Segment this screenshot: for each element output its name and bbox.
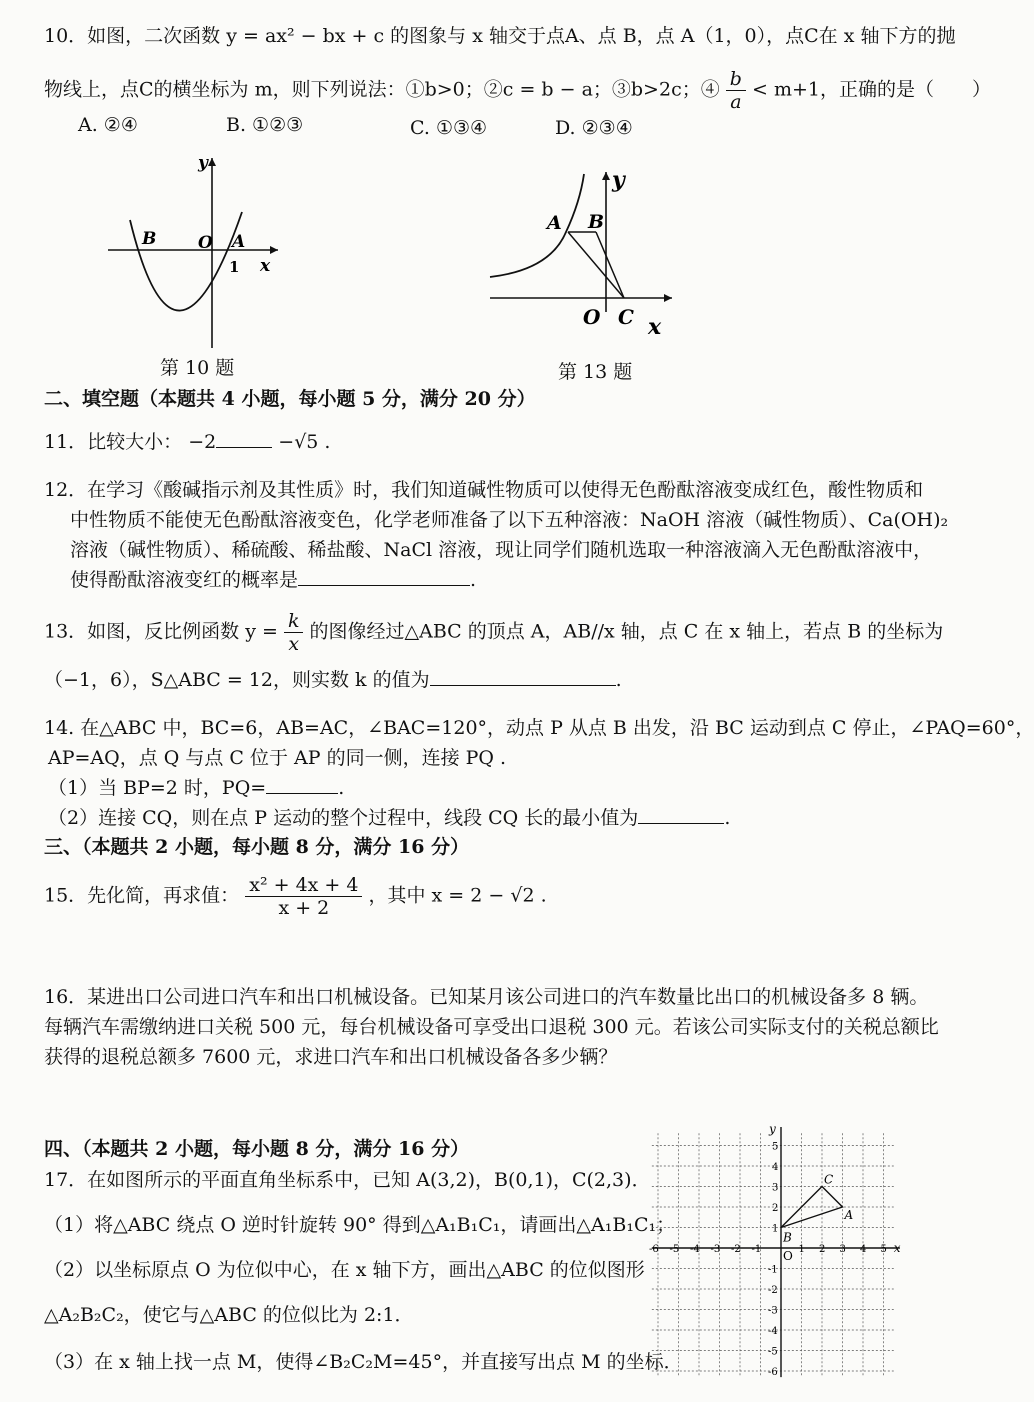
q10-option-b: B. ①②③ <box>226 114 304 136</box>
q10-frac-den: a <box>730 91 742 113</box>
q17-sub1: （1）将△ABC 绕点 O 逆时针旋转 90° 得到△A₁B₁C₁，请画出△A₁B₁C₁； <box>44 1214 676 1236</box>
q15-post: ，其中 x = 2 − √2 . <box>368 884 547 907</box>
q10-option-a: A. ②④ <box>78 114 138 136</box>
q10-figure <box>100 150 290 350</box>
q14-sub1-answer-blank[interactable] <box>266 793 338 794</box>
q10-caption: 第 10 题 <box>160 357 235 379</box>
y-tick-label: 1 <box>772 1223 779 1235</box>
q13-x-label: x <box>648 314 662 340</box>
q13-post: 的图像经过△ABC 的顶点 A，AB//x 轴，点 C 在 x 轴上，若点 B 的坐标为 <box>309 620 944 643</box>
q16-line1: 16．某进出口公司进口汽车和出口机械设备。已知某月该公司进口的汽车数量比出口的机械设备多 8 辆。 <box>44 986 929 1008</box>
q13-line2: （−1，6），S△ABC = 12，则实数 k 的值为 . <box>44 669 622 691</box>
q10-frac-num: b <box>726 68 746 91</box>
q17-sub2: （2）以坐标原点 O 为位似中心，在 x 轴下方，画出△ABC 的位似图形 <box>44 1259 645 1281</box>
x-tick-label: -1 <box>751 1244 762 1255</box>
q13-fraction <box>284 610 304 655</box>
q14-sub2-answer-blank[interactable] <box>638 823 724 824</box>
q10-fraction <box>726 68 746 113</box>
q10-y-label: y <box>198 153 208 173</box>
q15-frac-den: x + 2 <box>278 897 330 919</box>
q13-figure <box>480 162 690 342</box>
q11-pre: 11．比较大小： −2 <box>44 431 217 453</box>
q11-answer-blank[interactable] <box>216 447 272 448</box>
q15 <box>44 874 547 919</box>
q10-option-c: C. ①③④ <box>410 117 488 139</box>
y-tick-label: -5 <box>768 1346 778 1358</box>
q15-pre: 15．先化简，再求值： <box>44 884 240 907</box>
q13-point-b: B <box>588 211 605 233</box>
q10-line1: 10．如图，二次函数 y = ax² − bx + c 的图象与 x 轴交于点A、点 B，点 A（1，0），点C在 x 轴下方的抛 <box>44 25 956 47</box>
y-tick-label: -1 <box>768 1264 778 1276</box>
q16-line3: 获得的退税总额多 7600 元，求进口汽车和出口机械设备各多少辆？ <box>44 1046 618 1068</box>
x-tick-label: 5 <box>880 1244 887 1255</box>
x-tick-label: -6 <box>649 1244 659 1255</box>
x-tick-label: 3 <box>839 1244 846 1255</box>
q17-coordinate-grid <box>649 1120 901 1385</box>
grid-point-a: A <box>844 1208 854 1222</box>
q12-last: 使得酚酞溶液变红的概率是 <box>70 569 299 591</box>
q10-line2b: < m+1，正确的是（ ） <box>751 78 991 101</box>
grid-x-label: x <box>893 1241 901 1255</box>
q10-tick-one: 1 <box>229 258 240 276</box>
q13-pre: 13．如图，反比例函数 y = <box>44 620 278 643</box>
q11 <box>44 430 330 454</box>
y-tick-label: 4 <box>772 1162 779 1173</box>
q15-fraction <box>245 874 362 919</box>
q13-line1 <box>44 610 943 655</box>
y-tick-label: -3 <box>768 1305 778 1317</box>
grid-y-label: y <box>769 1122 776 1137</box>
q13-frac-num: k <box>284 610 304 633</box>
q14-sub1-text: （1）当 BP=2 时，PQ= <box>48 777 267 799</box>
q12-line2: 中性物质不能使无色酚酞溶液变色，化学老师准备了以下五种溶液：NaOH 溶液（碱性物质）、Ca(OH)₂ <box>70 509 949 531</box>
q10-point-a: A <box>232 232 246 252</box>
grid-origin-label: O <box>783 1249 793 1263</box>
x-tick-label: -4 <box>690 1244 700 1255</box>
q10-line2 <box>44 68 991 113</box>
y-tick-label: 3 <box>772 1182 779 1194</box>
q16-line2: 每辆汽车需缴纳进口关税 500 元，每台机械设备可享受出口退税 300 元。若该公司实际支付的关税总额比 <box>44 1016 939 1038</box>
y-tick-label: -2 <box>768 1285 778 1296</box>
q12-answer-blank[interactable] <box>298 585 470 586</box>
q10-point-b: B <box>142 229 157 249</box>
q13-point-c: C <box>618 305 634 329</box>
x-tick-label: -2 <box>731 1244 741 1255</box>
q17-sub3: （3）在 x 轴上找一点 M，使得∠B₂C₂M=45°，并直接写出点 M 的坐标． <box>44 1351 683 1373</box>
q10-line2a: 物线上，点C的横坐标为 m，则下列说法：①b>0；②c = b − a；③b>2c；④ <box>44 78 720 101</box>
q17-line1: 17．在如图所示的平面直角坐标系中，已知 A(3,2)，B(0,1)，C(2,3)． <box>44 1169 651 1191</box>
section-2-heading: 二、填空题（本题共 4 小题，每小题 5 分，满分 20 分） <box>44 388 536 410</box>
q10-option-d: D. ②③④ <box>555 117 633 139</box>
section-4-heading: 四、（本题共 2 小题，每小题 8 分，满分 16 分） <box>44 1138 470 1160</box>
q14-line2: AP=AQ，点 Q 与点 C 位于 AP 的同一侧，连接 PQ . <box>48 747 507 769</box>
x-tick-label: 1 <box>798 1244 805 1255</box>
q10-origin: O <box>198 233 213 253</box>
q14-line1: 14. 在△ABC 中，BC=6，AB=AC，∠BAC=120°，动点 P 从点 B 出发，沿 BC 运动到点 C 停止，∠PAQ=60°， <box>44 717 1034 739</box>
x-tick-label: 2 <box>819 1244 826 1255</box>
x-tick-label: 4 <box>860 1244 867 1255</box>
tick-labels <box>649 1142 887 1379</box>
q13-answer-blank[interactable] <box>430 685 616 686</box>
y-tick-label: -6 <box>768 1367 778 1378</box>
q12-line4: 使得酚酞溶液变红的概率是 . <box>70 569 477 591</box>
q14-sub1: （1）当 BP=2 时，PQ= . <box>48 777 345 799</box>
y-tick-label: 2 <box>772 1203 779 1214</box>
q12-line3: 溶液（碱性物质）、稀硫酸、稀盐酸、NaCl 溶液，现让同学们随机选取一种溶液滴入无色酚酞溶液中， <box>70 539 933 561</box>
q13-y-label: y <box>612 167 625 193</box>
x-tick-label: -3 <box>710 1244 721 1255</box>
q14-sub2: （2）连接 CQ，则在点 P 运动的整个过程中，线段 CQ 长的最小值为 . <box>48 807 731 829</box>
grid-point-b: B <box>783 1230 792 1245</box>
q13-line2-text: （−1，6），S△ABC = 12，则实数 k 的值为 <box>44 669 430 691</box>
q13-frac-den: x <box>288 633 300 655</box>
q10-x-label: x <box>260 256 271 276</box>
q13-point-a: A <box>547 212 562 234</box>
q12-line1: 12．在学习《酸碱指示剂及其性质》时，我们知道碱性物质可以使得无色酚酞溶液变成红色，酸性物质和 <box>44 479 924 501</box>
section-3-heading: 三、（本题共 2 小题，每小题 8 分，满分 16 分） <box>44 836 470 858</box>
q14-sub2-text: （2）连接 CQ，则在点 P 运动的整个过程中，线段 CQ 长的最小值为 <box>48 807 639 829</box>
grid-point-c: C <box>824 1172 834 1187</box>
q13-origin: O <box>583 305 601 329</box>
q17-sub2b: △A₂B₂C₂，使它与△ABC 的位似比为 2:1． <box>44 1304 414 1326</box>
y-tick-label: -4 <box>768 1326 778 1337</box>
q13-caption: 第 13 题 <box>558 361 633 383</box>
x-tick-label: -5 <box>669 1244 680 1255</box>
y-tick-label: 5 <box>772 1141 779 1153</box>
q11-post: −√5 . <box>278 431 331 453</box>
q15-frac-num: x² + 4x + 4 <box>245 874 362 897</box>
